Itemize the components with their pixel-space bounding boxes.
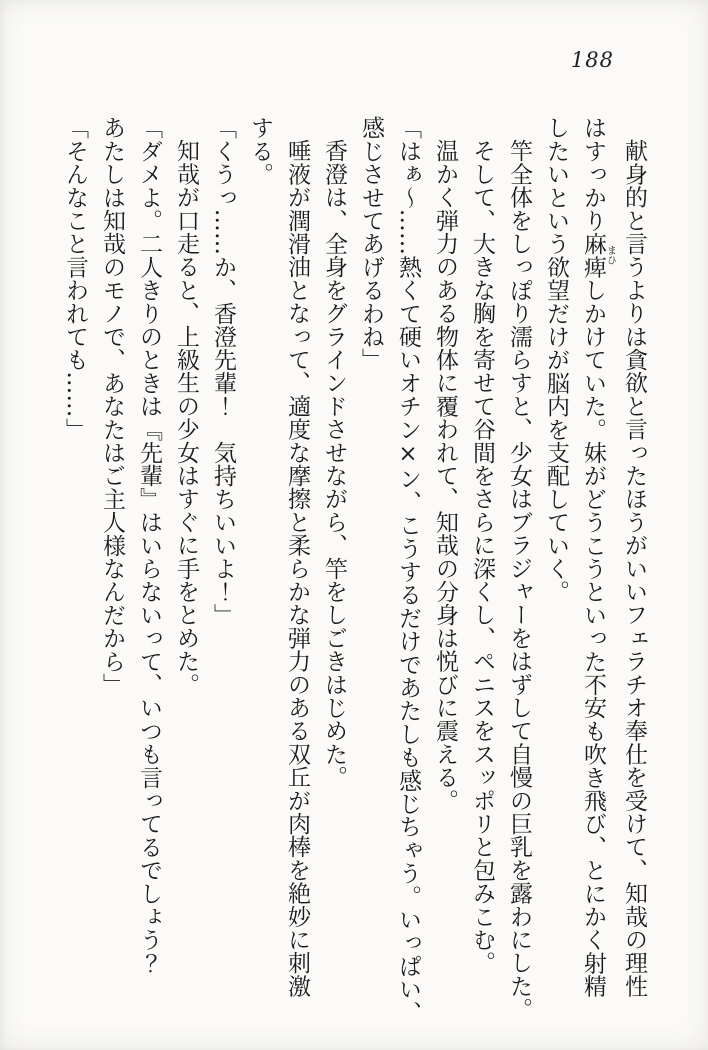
ruby-annotated-word: 麻痺まひ	[580, 232, 616, 279]
body-text	[56, 116, 652, 1024]
text-line: 温かく弾力のある物体に覆われて、知哉の分身は悦びに震える。	[432, 139, 458, 812]
text-line: 感じさせてあげるわね」	[358, 116, 384, 372]
text-line: はすっかり麻痺まひしかけていた。妹がどうこうといった不安も吹き飛び、とにかく射精	[580, 116, 616, 998]
text-line: 唾液が潤滑油となって、適度な摩擦と柔らかな弾力のある双丘が肉棒を絶妙に刺激	[284, 139, 310, 998]
page-number: 188	[570, 48, 614, 72]
text-line: する。	[247, 116, 273, 186]
text-line: 香澄は、全身をグラインドさせながら、竿をしごきはじめた。	[321, 139, 347, 789]
text-line: したいという欲望だけが脳内を支配していく。	[543, 116, 569, 604]
text-line: 「はぁ～……熱くて硬いオチン×ン、こうするだけであたしも感じちゃう。いっぱい、	[395, 116, 421, 1024]
text-line: 知哉が口走ると、上級生の少女はすぐに手をとめた。	[173, 139, 199, 696]
text-line: 「そんなこと言われても……」	[62, 116, 88, 441]
text-line: 「くうっ……か、香澄先輩！ 気持ちいいよ！」	[210, 116, 236, 627]
text-line: そして、大きな胸を寄せて谷間をさらに深くし、ペニスをスッポリと包みこむ。	[469, 139, 495, 975]
text-line: 献身的と言うよりは貪欲と言ったほうがいいフェラチオ奉仕を受けて、知哉の理性	[621, 139, 647, 998]
text-line: あたしは知哉のモノで、あなたはご主人様なんだから」	[99, 116, 125, 696]
text-line: 「ダメよ。二人きりのときは『先輩』はいらないって、いつも言ってるでしょう？	[136, 116, 162, 975]
text-line: 竿全体をしっぽり濡らすと、少女はブラジャーをはずして自慢の巨乳を露わにした。	[506, 139, 532, 1021]
furigana: まひ	[604, 232, 616, 279]
